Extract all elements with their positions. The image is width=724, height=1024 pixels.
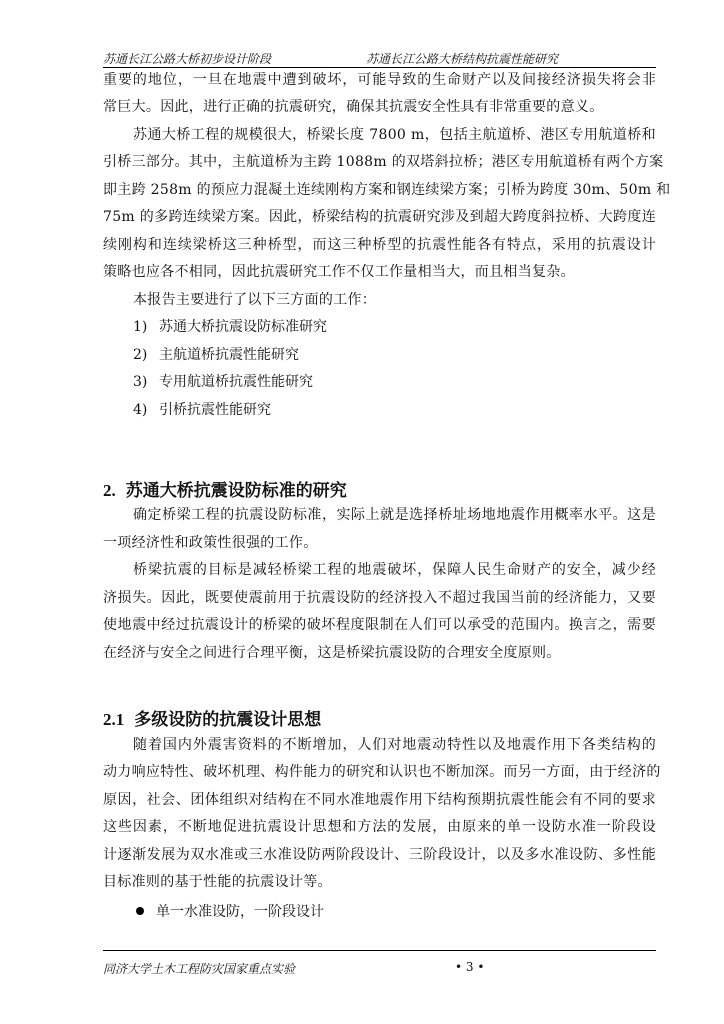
section-2-1-heading	[103, 705, 321, 730]
section-2-1-number: 2.1	[103, 710, 125, 729]
list-item-number: 1)	[133, 319, 148, 335]
page-footer	[103, 950, 656, 981]
header-left-title: 苏通长江公路大桥初步设计阶段	[103, 52, 272, 66]
intro-line: 75m 的多跨连续梁方案。因此，桥梁结构的抗震研究涉及到超大跨度斜拉桥、大跨度连	[103, 209, 656, 225]
header-right-title: 苏通长江公路大桥结构抗震性能研究	[366, 52, 559, 66]
section-2-number: 2.	[103, 481, 116, 500]
list-item-text: 专用航道桥抗震性能研究	[159, 374, 313, 390]
list-item-text: 引桥抗震性能研究	[159, 402, 271, 418]
section-2-line: 确定桥梁工程的抗震设防标准，实际上就是选择桥址场地地震作用概率水平。这是	[133, 507, 656, 523]
section-2-1-line: 目标准则的基于性能的抗震设计等。	[103, 874, 332, 890]
intro-line: 本报告主要进行了以下三方面的工作：	[133, 292, 377, 308]
bullet-item	[136, 902, 324, 922]
intro-line: 续刚构和连续梁桥这三种桥型，而这三种桥型的抗震性能各有特点，采用的抗震设计	[103, 237, 656, 253]
section-2-1-title: 多级设防的抗震设计思想	[134, 710, 322, 730]
section-2-line: 在经济与安全之间进行合理平衡，这是桥梁抗震设防的合理安全度原则。	[103, 645, 561, 661]
section-2-line: 一项经济性和政策性很强的工作。	[103, 535, 318, 551]
section-2-1-line: 这些因素，不断地促进抗震设计思想和方法的发展，由原来的单一设防水准一阶段设	[103, 819, 656, 835]
section-2-line: 济损失。因此，既要使震前用于抗震设防的经济投入不超过我国当前的经济能力，又要	[103, 590, 656, 606]
section-2-title: 苏通大桥抗震设防标准的研究	[125, 481, 347, 501]
section-2-1-line: 动力响应特性、破坏机理、构件能力的研究和认识也不断加深。而另一方面，由于经济的	[103, 764, 661, 780]
list-item	[133, 400, 271, 420]
section-2-1-line: 原因，社会、团体组织对结构在不同水准地震作用下结构预期抗震性能会有不同的要求	[103, 792, 656, 808]
bullet-text: 单一水准设防，一阶段设计	[156, 904, 324, 920]
intro-line: 重要的地位，一旦在地震中遭到破坏，可能导致的生命财产以及间接经济损失将会非	[103, 72, 656, 88]
bullet-dot-icon	[136, 907, 144, 915]
section-2-line: 桥梁抗震的目标是减轻桥梁工程的地震破坏，保障人民生命财产的安全，减少经	[133, 562, 656, 578]
list-item	[133, 345, 299, 365]
list-item-number: 2)	[133, 347, 148, 363]
list-item-number: 3)	[133, 374, 148, 390]
list-item-number: 4)	[133, 402, 148, 418]
section-2-heading	[103, 476, 347, 501]
list-item	[133, 317, 327, 337]
intro-line: 引桥三部分。其中，主航道桥为主跨 1088m 的双塔斜拉桥；港区专用航道桥有两个方案	[103, 154, 664, 170]
list-item-text: 苏通大桥抗震设防标准研究	[159, 319, 327, 335]
intro-line: 策略也应各不相同，因此抗震研究工作不仅工作量相当大，而且相当复杂。	[103, 264, 575, 280]
intro-line: 即主跨 258m 的预应力混凝土连续刚构方案和钢连续梁方案；引桥为跨度 30m、50m 和	[103, 182, 671, 198]
section-2-1-line: 随着国内外震害资料的不断增加，人们对地震动特性以及地震作用下各类结构的	[133, 737, 656, 753]
footer-institution: 同济大学土木工程防灾国家重点实验	[103, 962, 296, 976]
section-2-1-line: 计逐渐发展为双水准或三水准设防两阶段设计、三阶段设计，以及多水准设防、多性能	[103, 847, 656, 863]
list-item	[133, 372, 313, 392]
section-2-line: 使地震中经过抗震设计的桥梁的破坏程度限制在人们可以承受的范围内。换言之，需要	[103, 617, 656, 633]
page-number: • 3 •	[455, 960, 485, 974]
page-header	[103, 50, 656, 68]
intro-line: 常巨大。因此，进行正确的抗震研究，确保其抗震安全性具有非常重要的意义。	[103, 99, 604, 115]
list-item-text: 主航道桥抗震性能研究	[159, 347, 299, 363]
intro-line: 苏通大桥工程的规模很大，桥梁长度 7800 m，包括主航道桥、港区专用航道桥和	[133, 127, 656, 143]
